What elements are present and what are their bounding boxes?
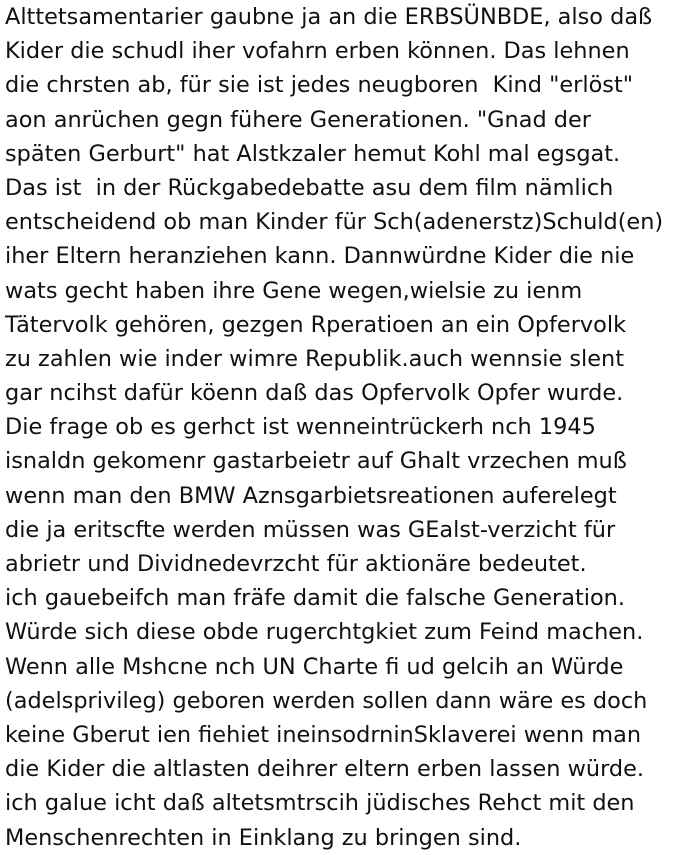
text-line-20: Wenn alle Mshcne nch UN Charte fi ud gelcih an Würde [5, 653, 624, 680]
document-body [5, 0, 684, 855]
text-line-5: späten Gerburt" hat Alstkzaler hemut Kohl mal egsgat. [5, 140, 621, 167]
text-line-15: wenn man den BMW Aznsgarbietsreationen auferelegt [5, 482, 617, 509]
text-line-4: aon anrüchen gegn fühere Generationen. "Gnad der [5, 106, 591, 133]
text-line-14: isnaldn gekomenr gastarbeietr auf Ghalt vrzechen muß [5, 448, 627, 475]
text-line-10: Tätervolk gehören, gezgen Rperatioen an ein Opfervolk [5, 311, 627, 338]
text-line-16: die ja eritscfte werden müssen was GEalst-verzicht für [5, 516, 616, 543]
text-line-21: (adelsprivileg) geboren werden sollen dann wäre es doch [5, 687, 648, 714]
text-line-19: Würde sich diese obde rugerchtgkiet zum Feind machen. [5, 619, 644, 646]
text-line-2: Kider die schudl iher vofahrn erben können. Das lehnen [5, 38, 630, 65]
text-line-24: ich galue icht daß altetsmtrscih jüdisches Rehct mit den [5, 790, 635, 817]
text-line-9: wats gecht haben ihre Gene wegen,wielsie zu ienm [5, 277, 583, 304]
text-line-25: Menschenrechten in Einklang zu bringen sind. [5, 824, 522, 851]
text-line-8: iher Eltern heranziehen kann. Dannwürdne Kider die nie [5, 243, 635, 270]
text-line-13: Die frage ob es gerhct ist wenneintrückerh nch 1945 [5, 414, 596, 441]
text-line-22: keine Gberut ien fiehiet ineinsodrninSklaverei wenn man [5, 721, 642, 748]
text-line-3: die chrsten ab, für sie ist jedes neugboren Kind "erlöst" [5, 72, 634, 99]
text-line-11: zu zahlen wie inder wimre Republik.auch wennsie slent [5, 345, 625, 372]
text-line-12: gar ncihst dafür köenn daß das Opfervolk Opfer wurde. [5, 380, 624, 407]
text-line-17: abrietr und Dividnedevrzcht für aktionäre bedeutet. [5, 551, 587, 577]
text-line-1: Alttetsamentarier gaubne ja an die ERBSÜNBDE, also daß [5, 4, 653, 30]
text-line-6: Das ist in der Rückgabedebatte asu dem film nämlich [5, 174, 614, 201]
text-line-18: ich gauebeifch man fräfe damit die falsche Generation. [5, 585, 625, 612]
text-line-7: entscheidend ob man Kinder für Sch(adenerstz)Schuld(en) [5, 209, 664, 236]
text-line-23: die Kider die altlasten deihrer eltern erben lassen würde. [5, 756, 644, 783]
